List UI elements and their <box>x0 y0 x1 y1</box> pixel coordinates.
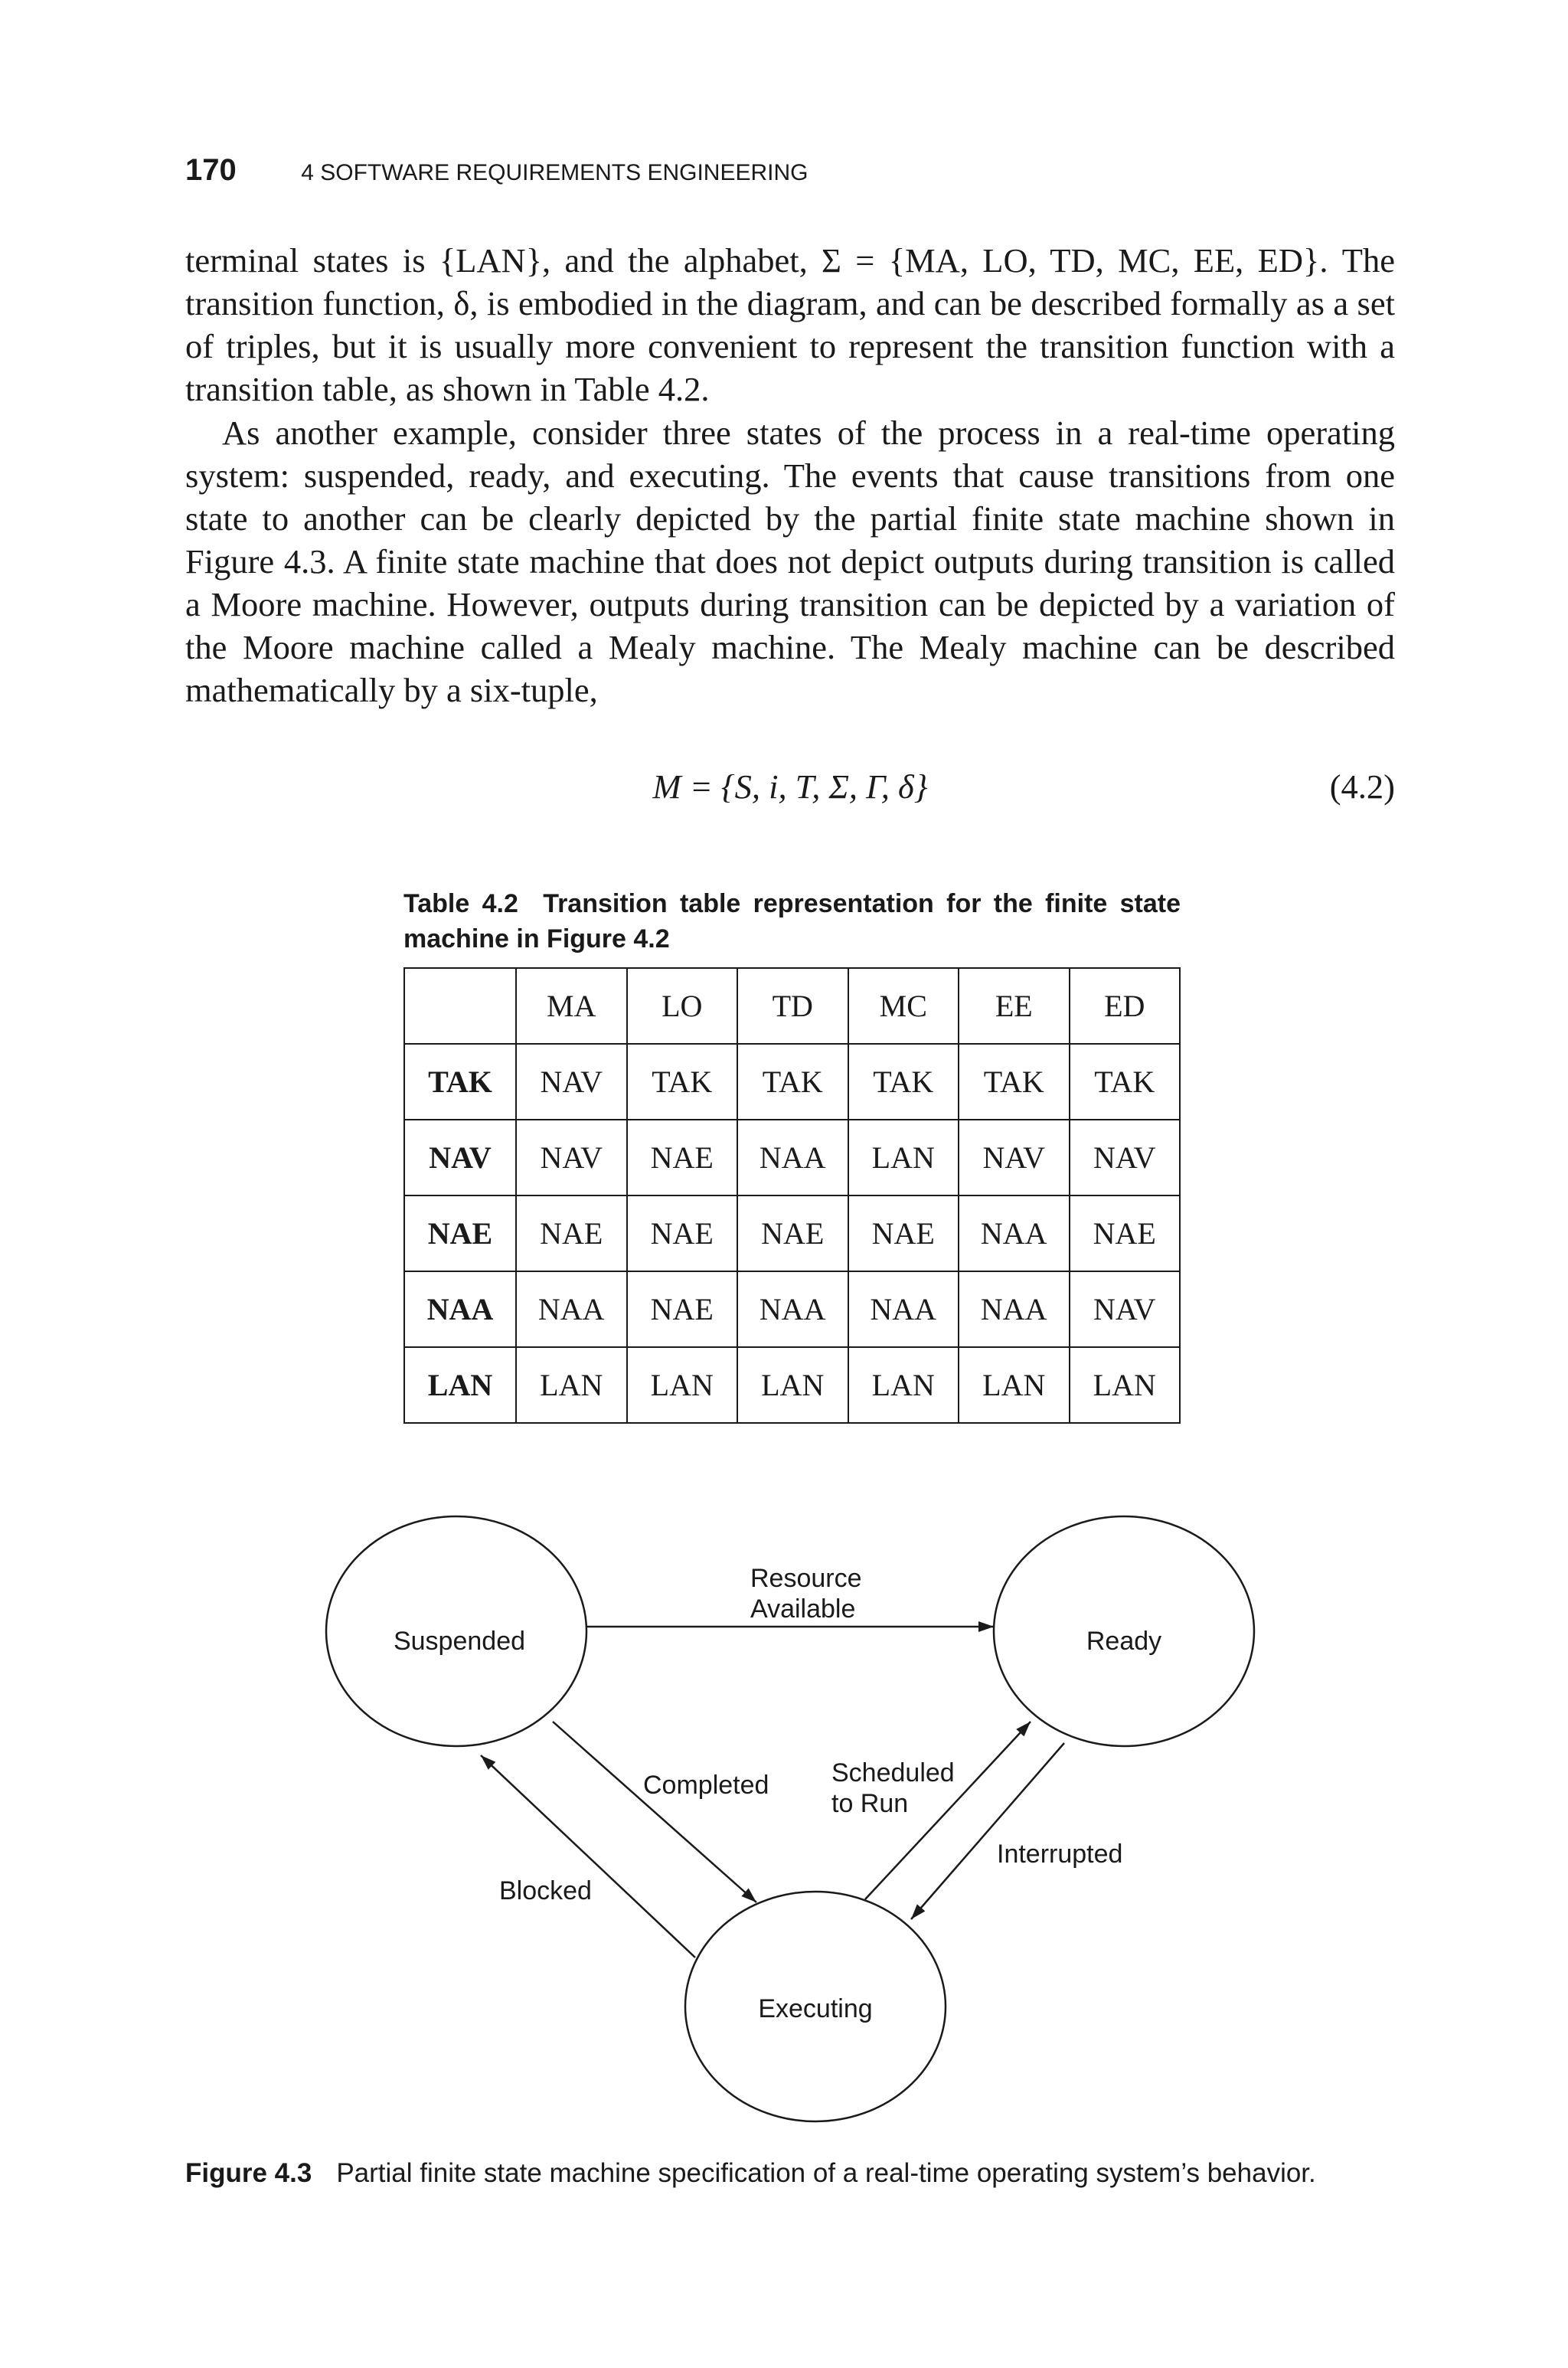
column-header: MC <box>848 968 959 1044</box>
label-interrupted: Interrupted <box>997 1840 1123 1869</box>
row-header: TAK <box>404 1044 516 1120</box>
table-caption-label: Table 4.2 <box>403 889 518 918</box>
table-cell: TAK <box>848 1044 959 1120</box>
table-cell: NAV <box>516 1120 627 1195</box>
state-label-ready: Ready <box>1086 1627 1162 1656</box>
table-cell: LAN <box>848 1347 959 1423</box>
table-cell: LAN <box>1070 1347 1181 1423</box>
table-cell: LAN <box>959 1347 1070 1423</box>
equation-number: (4.2) <box>1329 767 1395 806</box>
running-head: 4 SOFTWARE REQUIREMENTS ENGINEERING <box>301 160 808 185</box>
table-cell: LAN <box>627 1347 738 1423</box>
column-header: LO <box>627 968 738 1044</box>
state-label-suspended: Suspended <box>393 1627 526 1656</box>
paragraph-2: As another example, consider three states of the process in a real-time operating system: suspended, ready, and executing. The events that cause transitions from one state to another can be clearly depicted by the partial finite state machine shown in Figure 4.3. A finite state machine that does not depict outputs during transition is called a Moore machine. However, outputs during transition can be depicted by a variation of the Moore machine called a Mealy machine. The Mealy machine can be described mathematically by a six-tuple, <box>185 414 1395 709</box>
table-cell: NAE <box>737 1195 848 1271</box>
table-cell: NAA <box>737 1271 848 1347</box>
table-cell: NAA <box>959 1195 1070 1271</box>
table-cell: NAE <box>848 1195 959 1271</box>
state-label-executing: Executing <box>758 1994 873 2023</box>
row-header: LAN <box>404 1347 516 1423</box>
paragraph-1: terminal states is {LAN}, and the alphabet, Σ = {MA, LO, TD, MC, EE, ED}. The transition function, δ, is embodied in the diagram, and can be described formally as a set of triples, but it is usually more convenient to represent the transition function with a transition table, as shown in Table 4.2. <box>185 241 1395 408</box>
table-cell: NAE <box>627 1120 738 1195</box>
figure-caption-text: Partial finite state machine specification of a real-time operating system’s behavior. <box>336 2158 1316 2188</box>
column-header: MA <box>516 968 627 1044</box>
table-cell: NAV <box>1070 1120 1181 1195</box>
page-number: 170 <box>185 153 237 187</box>
table-cell: LAN <box>848 1120 959 1195</box>
table-cell: NAA <box>516 1271 627 1347</box>
label-to-run: to Run <box>831 1789 909 1818</box>
label-completed: Completed <box>643 1771 769 1800</box>
table-cell: NAV <box>1070 1271 1181 1347</box>
equation-body: M = {S, i, T, Σ, Γ, δ} <box>652 767 928 806</box>
table-cell: NAE <box>627 1271 738 1347</box>
row-header: NAA <box>404 1271 516 1347</box>
column-header: EE <box>959 968 1070 1044</box>
label-resource: Resource <box>750 1564 862 1593</box>
row-header: NAE <box>404 1195 516 1271</box>
column-header: ED <box>1070 968 1181 1044</box>
column-header: TD <box>737 968 848 1044</box>
row-header: NAV <box>404 1120 516 1195</box>
label-blocked: Blocked <box>499 1876 592 1905</box>
table-cell: NAA <box>848 1271 959 1347</box>
table-cell: TAK <box>959 1044 1070 1120</box>
table-cell: NAE <box>1070 1195 1181 1271</box>
table-cell: LAN <box>516 1347 627 1423</box>
figure-caption <box>185 2158 1410 2189</box>
label-available: Available <box>750 1594 856 1624</box>
table-cell: TAK <box>627 1044 738 1120</box>
table-cell: TAK <box>737 1044 848 1120</box>
table-cell: NAA <box>737 1120 848 1195</box>
table-cell: NAV <box>959 1120 1070 1195</box>
label-scheduled: Scheduled <box>831 1758 955 1787</box>
table-cell: LAN <box>737 1347 848 1423</box>
table-cell: NAE <box>627 1195 738 1271</box>
arrow-completed <box>553 1722 756 1902</box>
table-cell: NAA <box>959 1271 1070 1347</box>
figure-caption-label: Figure 4.3 <box>185 2158 312 2188</box>
table-caption-text: Transition table representation for the finite state machine in Figure 4.2 <box>403 889 1181 953</box>
table-cell: TAK <box>1070 1044 1181 1120</box>
table-cell: NAV <box>516 1044 627 1120</box>
table-cell: NAE <box>516 1195 627 1271</box>
